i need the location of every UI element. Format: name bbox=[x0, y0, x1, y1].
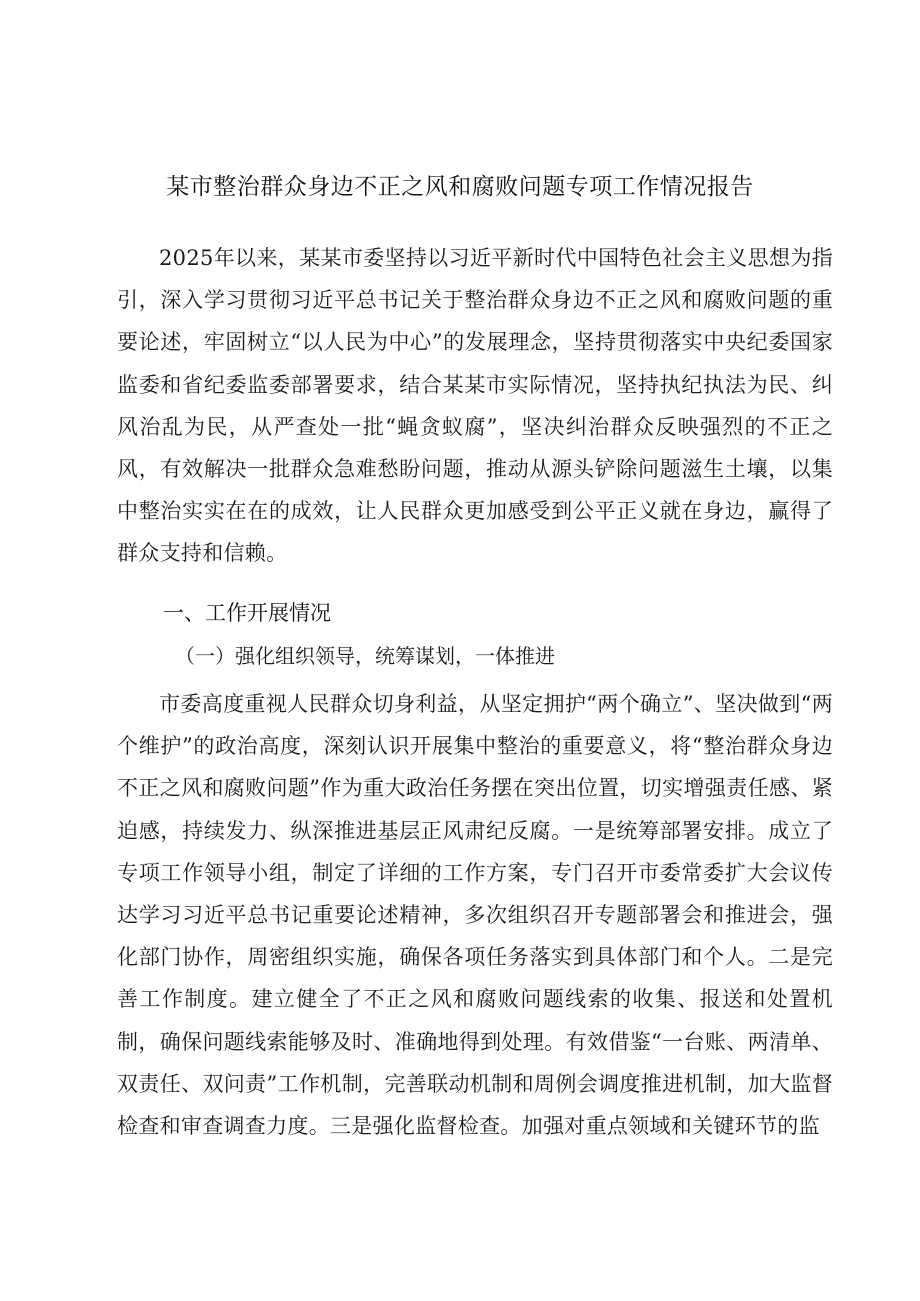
intro-paragraph: 2025年以来，某某市委坚持以习近平新时代中国特色社会主义思想为指引，深入学习贯彻习近平总书记关于整治群众身边不正之风和腐败问题的重要论述，牢固树立“以人民为中心”的发展理念，坚持贯彻落实中央纪委国家监委和省纪委监委部署要求，结合某某市实际情况，坚持执纪执法为民、纠风治乱为民，从严查处一批“蝇贪蚁腐”，坚决纠治群众反映强烈的不正之风，有效解决一批群众急难愁盼问题，推动从源头铲除问题滋生土壤，以集中整治实实在在的成效，让人民群众更加感受到公平正义就在身边，赢得了群众支持和信赖。 bbox=[117, 246, 833, 566]
section-heading: 一、工作开展情况 bbox=[163, 601, 331, 625]
subsection-heading: （一）强化组织领导，统筹谋划，一体推进 bbox=[175, 644, 555, 668]
document-title: 某市整治群众身边不正之风和腐败问题专项工作情况报告 bbox=[166, 174, 754, 200]
subsection-body bbox=[117, 683, 833, 1147]
subsection-paragraph: 市委高度重视人民群众切身利益，从坚定拥护“两个确立”、坚决做到“两个维护”的政治高度，深刻认识开展集中整治的重要意义，将“整治群众身边不正之风和腐败问题”作为重大政治任务摆在突出位置，切实增强责任感、紧迫感，持续发力、纵深推进基层正风肃纪反腐。一是统筹部署安排。成立了专项工作领导小组，制定了详细的工作方案，专门召开市委常委扩大会议传达学习习近平总书记重要论述精神，多次组织召开专题部署会和推进会，强化部门协作，周密组织实施，确保各项任务落实到具体部门和个人。二是完善工作制度。建立健全了不正之风和腐败问题线索的收集、报送和处置机制，确保问题线索能够及时、准确地得到处理。有效借鉴“一台账、两清单、双责任、双问责”工作机制，完善联动机制和周例会调度推进机制，加大监督检查和审查调查力度。三是强化监督检查。加强对重点领域和关键环节的监 bbox=[117, 692, 833, 1139]
intro-section bbox=[117, 237, 833, 575]
